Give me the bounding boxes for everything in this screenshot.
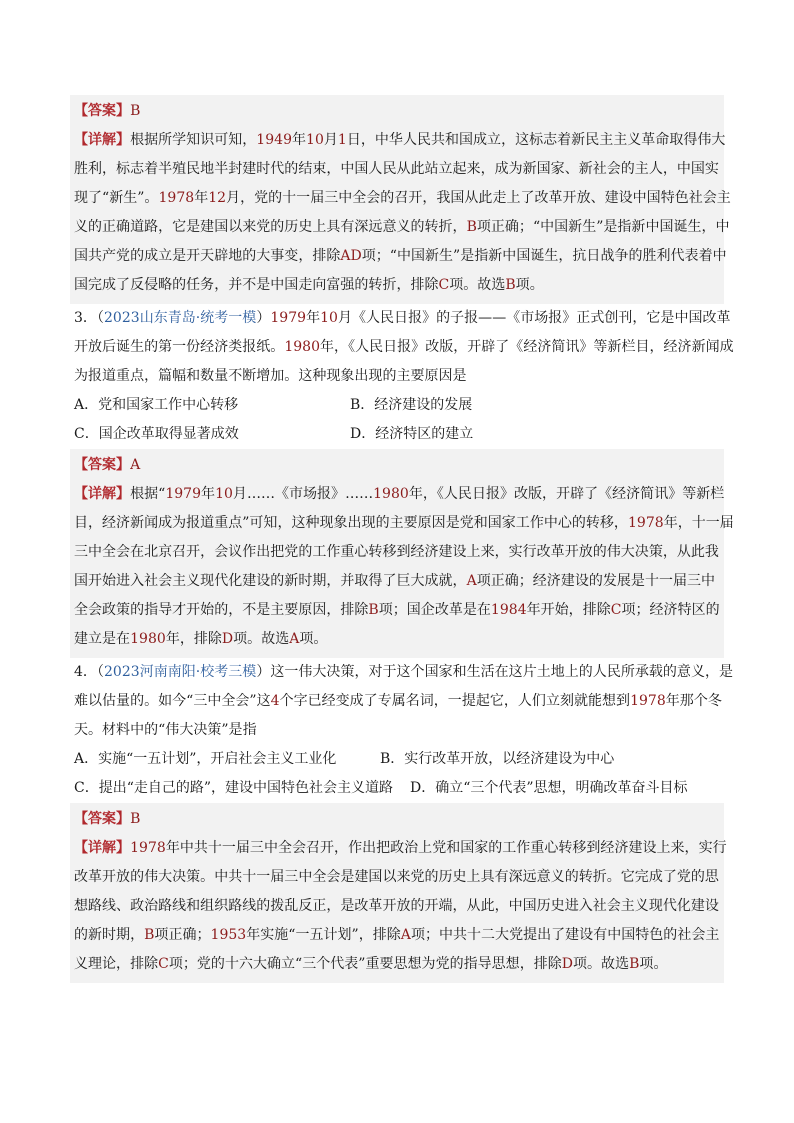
text-segment: AD <box>340 248 362 264</box>
text-segment: 12 <box>208 190 227 206</box>
text-segment: 项。故选 <box>449 277 506 293</box>
answer-label: 【答案】 <box>74 457 131 473</box>
text-segment: 为报道重点，篇幅和数量不断增加。这种现象出现的主要原因是 <box>74 368 467 384</box>
text-segment: ） <box>256 310 271 326</box>
text-segment: 年 <box>201 486 216 502</box>
q4-option-row-2 <box>74 774 720 803</box>
text-segment: A <box>400 927 411 943</box>
text-line <box>74 271 720 300</box>
text-segment: 项。故选 <box>233 631 290 647</box>
text-segment: 根据所学知识可知， <box>130 132 257 148</box>
answer-label: 【答案】 <box>74 103 131 119</box>
text-segment: 4 <box>270 693 280 709</box>
q4-option-c[interactable]: C．提出“走自己的路”，建设中国特色社会主义道路 <box>74 780 394 796</box>
text-segment: 项；经济特区的 <box>621 602 720 618</box>
text-line <box>74 834 727 863</box>
text-line <box>74 538 720 567</box>
text-segment: 年 <box>194 190 209 206</box>
text-segment: 胜利，标志着半殖民地半封建时代的结束，中国人民从此站立起来，成为新国家、新社会的主人，中国实 <box>74 161 719 177</box>
text-segment: D <box>561 956 574 972</box>
text-segment: 10 <box>320 310 338 326</box>
text-segment: 1984 <box>490 602 527 618</box>
text-line <box>74 333 734 362</box>
q3-stem <box>74 304 734 391</box>
text-segment: 目，经济新闻成为报道重点”可知，这种现象出现的主要原因是党和国家工作中心的转移， <box>74 515 628 531</box>
text-line <box>74 567 720 596</box>
text-segment: 年那个冬 <box>665 693 722 709</box>
text-segment: 3．（ <box>74 310 104 326</box>
text-line <box>74 658 734 687</box>
q3-option-d[interactable]: D．经济特区的建立 <box>350 426 474 442</box>
q2-detail <box>74 126 731 300</box>
text-segment: 日，中华人民共和国成立，这标志着新民主主义革命取得伟大 <box>346 132 726 148</box>
text-segment: 1949 <box>256 132 292 148</box>
text-segment: 10 <box>306 132 324 148</box>
text-segment: 三中全会在北京召开，会议作出把党的工作重心转移到经济建设上来，实行改革开放的伟大决策，从此我 <box>74 544 719 560</box>
text-segment: D <box>221 631 234 647</box>
text-segment: A <box>466 573 477 589</box>
text-segment: 年，排除 <box>165 631 222 647</box>
text-segment: 现了“新生”。 <box>74 190 159 206</box>
text-segment: 义的正确道路，它是建国以来党的历史上具有深远意义的转折， <box>74 219 467 235</box>
text-segment: 2023 <box>103 664 140 680</box>
text-segment: 项。 <box>515 277 544 293</box>
q3-detail <box>74 480 734 654</box>
text-line <box>74 362 720 391</box>
text-segment: 月 <box>323 132 338 148</box>
q3-answer-value: A <box>130 457 141 473</box>
text-segment: 个字已经变成了专属名词，一提起它，人们立刻就能想到 <box>279 693 631 709</box>
q4-option-b[interactable]: B．实行改革开放，以经济建设为中心 <box>380 751 615 767</box>
text-segment: 10 <box>215 486 233 502</box>
q3-option-row-1 <box>74 391 720 420</box>
text-line <box>74 596 720 625</box>
text-line <box>74 304 731 333</box>
q4-answer-value: B <box>130 811 141 827</box>
text-segment: 国共产党的成立是开天辟地的大事变，排除 <box>74 248 341 264</box>
detail-label: 【详解】 <box>74 840 131 856</box>
text-segment: C <box>158 956 169 972</box>
text-segment: 开放后诞生的第一份经济类报纸。 <box>74 339 285 355</box>
text-segment: 项。 <box>639 956 668 972</box>
text-segment: 项正确；经济建设的发展是十一届三中 <box>476 573 716 589</box>
text-segment: 项。故选 <box>573 956 630 972</box>
text-segment: 年实施“一五计划”，排除 <box>246 927 401 943</box>
text-line <box>74 126 726 155</box>
q4-question <box>70 658 734 803</box>
text-segment: 1979 <box>270 310 307 326</box>
q3-option-b[interactable]: B．经济建设的发展 <box>350 397 473 413</box>
text-segment: 项正确； <box>154 927 211 943</box>
text-segment: B <box>144 927 155 943</box>
text-segment: 1979 <box>165 486 202 502</box>
q2-answer-box <box>70 95 731 304</box>
text-segment: C <box>438 277 450 293</box>
text-segment: 建立是在 <box>74 631 131 647</box>
q3-answer-line <box>74 451 720 480</box>
text-line <box>74 184 731 213</box>
q4-option-d[interactable]: D．确立“三个代表”思想，明确改革奋斗目标 <box>410 780 688 796</box>
detail-label: 【详解】 <box>74 486 131 502</box>
text-line <box>74 213 730 242</box>
text-line <box>74 716 720 745</box>
text-line <box>74 892 720 921</box>
text-segment: 1980 <box>130 631 166 647</box>
q3-answer-box <box>70 449 734 658</box>
text-line <box>74 687 720 716</box>
text-segment: 全会政策的指导才开始的，不是主要原因，排除 <box>74 602 369 618</box>
q4-stem <box>74 658 734 745</box>
text-segment: 2023 <box>103 310 140 326</box>
q4-answer-box <box>70 803 727 983</box>
text-segment: 1978 <box>158 190 195 206</box>
q4-answer-line <box>74 805 720 834</box>
text-segment: 年，《人民日报》改版，开辟了《经济简讯》等新栏目，经济新闻成 <box>320 339 734 355</box>
page <box>70 95 734 983</box>
text-segment: 项正确；“中国新生”是指新中国诞生，中 <box>476 219 730 235</box>
text-segment: 山东青岛·统考一模 <box>139 310 257 326</box>
detail-label: 【详解】 <box>74 132 131 148</box>
text-segment: 月……《市场报》…… <box>232 486 374 502</box>
text-segment: 1978 <box>627 515 664 531</box>
text-segment: 1978 <box>630 693 666 709</box>
text-segment: 年，《人民日报》改版，开辟了《经济简讯》等新栏 <box>408 486 725 502</box>
text-segment: 根据“ <box>130 486 166 502</box>
q4-detail <box>74 834 727 979</box>
text-segment: 4．（ <box>74 664 104 680</box>
text-segment: 年中共十一届三中全会召开，作出把政治上党和国家的工作重心转移到经济建设上来，实行 <box>165 840 727 856</box>
text-segment: 项；国企改革是在 <box>378 602 491 618</box>
q4-option-a[interactable]: A．实施“一五计划”，开启社会主义工业化 <box>74 751 337 767</box>
text-line <box>74 863 720 892</box>
text-segment: 年 <box>292 132 307 148</box>
text-line <box>74 480 725 509</box>
text-segment: 的新时期， <box>74 927 145 943</box>
text-line <box>74 242 727 271</box>
text-segment: 义理论，排除 <box>74 956 159 972</box>
text-segment: 难以估量的。如今“三中全会”这 <box>74 693 271 709</box>
q3-question <box>70 304 734 449</box>
q3-option-row-2 <box>74 420 720 449</box>
text-segment: B <box>466 219 477 235</box>
text-segment: 年开始，排除 <box>526 602 611 618</box>
text-line <box>74 509 734 538</box>
text-segment: 年 <box>306 310 321 326</box>
text-line <box>74 921 720 950</box>
text-segment: 河南南阳·校考三模 <box>139 664 257 680</box>
text-segment: 项；“中国新生”是指新中国诞生，抗日战争的胜利代表着中 <box>361 248 727 264</box>
text-line <box>74 155 720 184</box>
q2-answer-value: B <box>130 103 141 119</box>
text-line <box>74 950 720 979</box>
text-segment: 1 <box>337 132 347 148</box>
text-segment: 年，十一届 <box>663 515 734 531</box>
text-segment: 想路线、政治路线和组织路线的拨乱反正，是改革开放的开端，从此，中国历史进入社会主义现代化建设 <box>74 898 719 914</box>
text-line <box>74 625 720 654</box>
text-segment: 1978 <box>130 840 166 856</box>
text-segment: B <box>368 602 379 618</box>
text-segment: 月，党的十一届三中全会的召开，我国从此走上了改革开放、建设中国特色社会主 <box>226 190 731 206</box>
text-segment: B <box>629 956 640 972</box>
q3-option-a[interactable]: A．党和国家工作中心转移 <box>74 397 239 413</box>
text-segment: 1980 <box>284 339 321 355</box>
text-segment: 项；党的十六大确立“三个代表”重要思想为党的指导思想，排除 <box>168 956 562 972</box>
text-segment: 项。 <box>299 631 328 647</box>
text-segment: 国完成了反侵略的任务，并不是中国走向富强的转折，排除 <box>74 277 439 293</box>
q3-option-c[interactable]: C．国企改革取得显著成效 <box>74 426 239 442</box>
answer-label: 【答案】 <box>74 811 131 827</box>
text-segment: 月《人民日报》的子报——《市场报》正式创刊，它是中国改革 <box>337 310 731 326</box>
text-segment: ）这一伟大决策，对于这个国家和生活在这片土地上的人民所承载的意义，是 <box>256 664 734 680</box>
text-segment: 天。材料中的“伟大决策”是指 <box>74 722 257 738</box>
text-segment: 改革开放的伟大决策。中共十一届三中全会是建国以来党的历史上具有深远意义的转折。它完成了党的思 <box>74 869 719 885</box>
text-segment: A <box>289 631 300 647</box>
text-segment: 国开始进入社会主义现代化建设的新时期，并取得了巨大成就， <box>74 573 467 589</box>
text-segment: C <box>610 602 622 618</box>
q2-answer-line <box>74 97 720 126</box>
text-segment: 项；中共十二大党提出了建设有中国特色的社会主 <box>410 927 720 943</box>
text-segment: 1953 <box>210 927 247 943</box>
q4-option-row-1 <box>74 745 720 774</box>
text-segment: 1980 <box>373 486 409 502</box>
text-segment: B <box>505 277 516 293</box>
